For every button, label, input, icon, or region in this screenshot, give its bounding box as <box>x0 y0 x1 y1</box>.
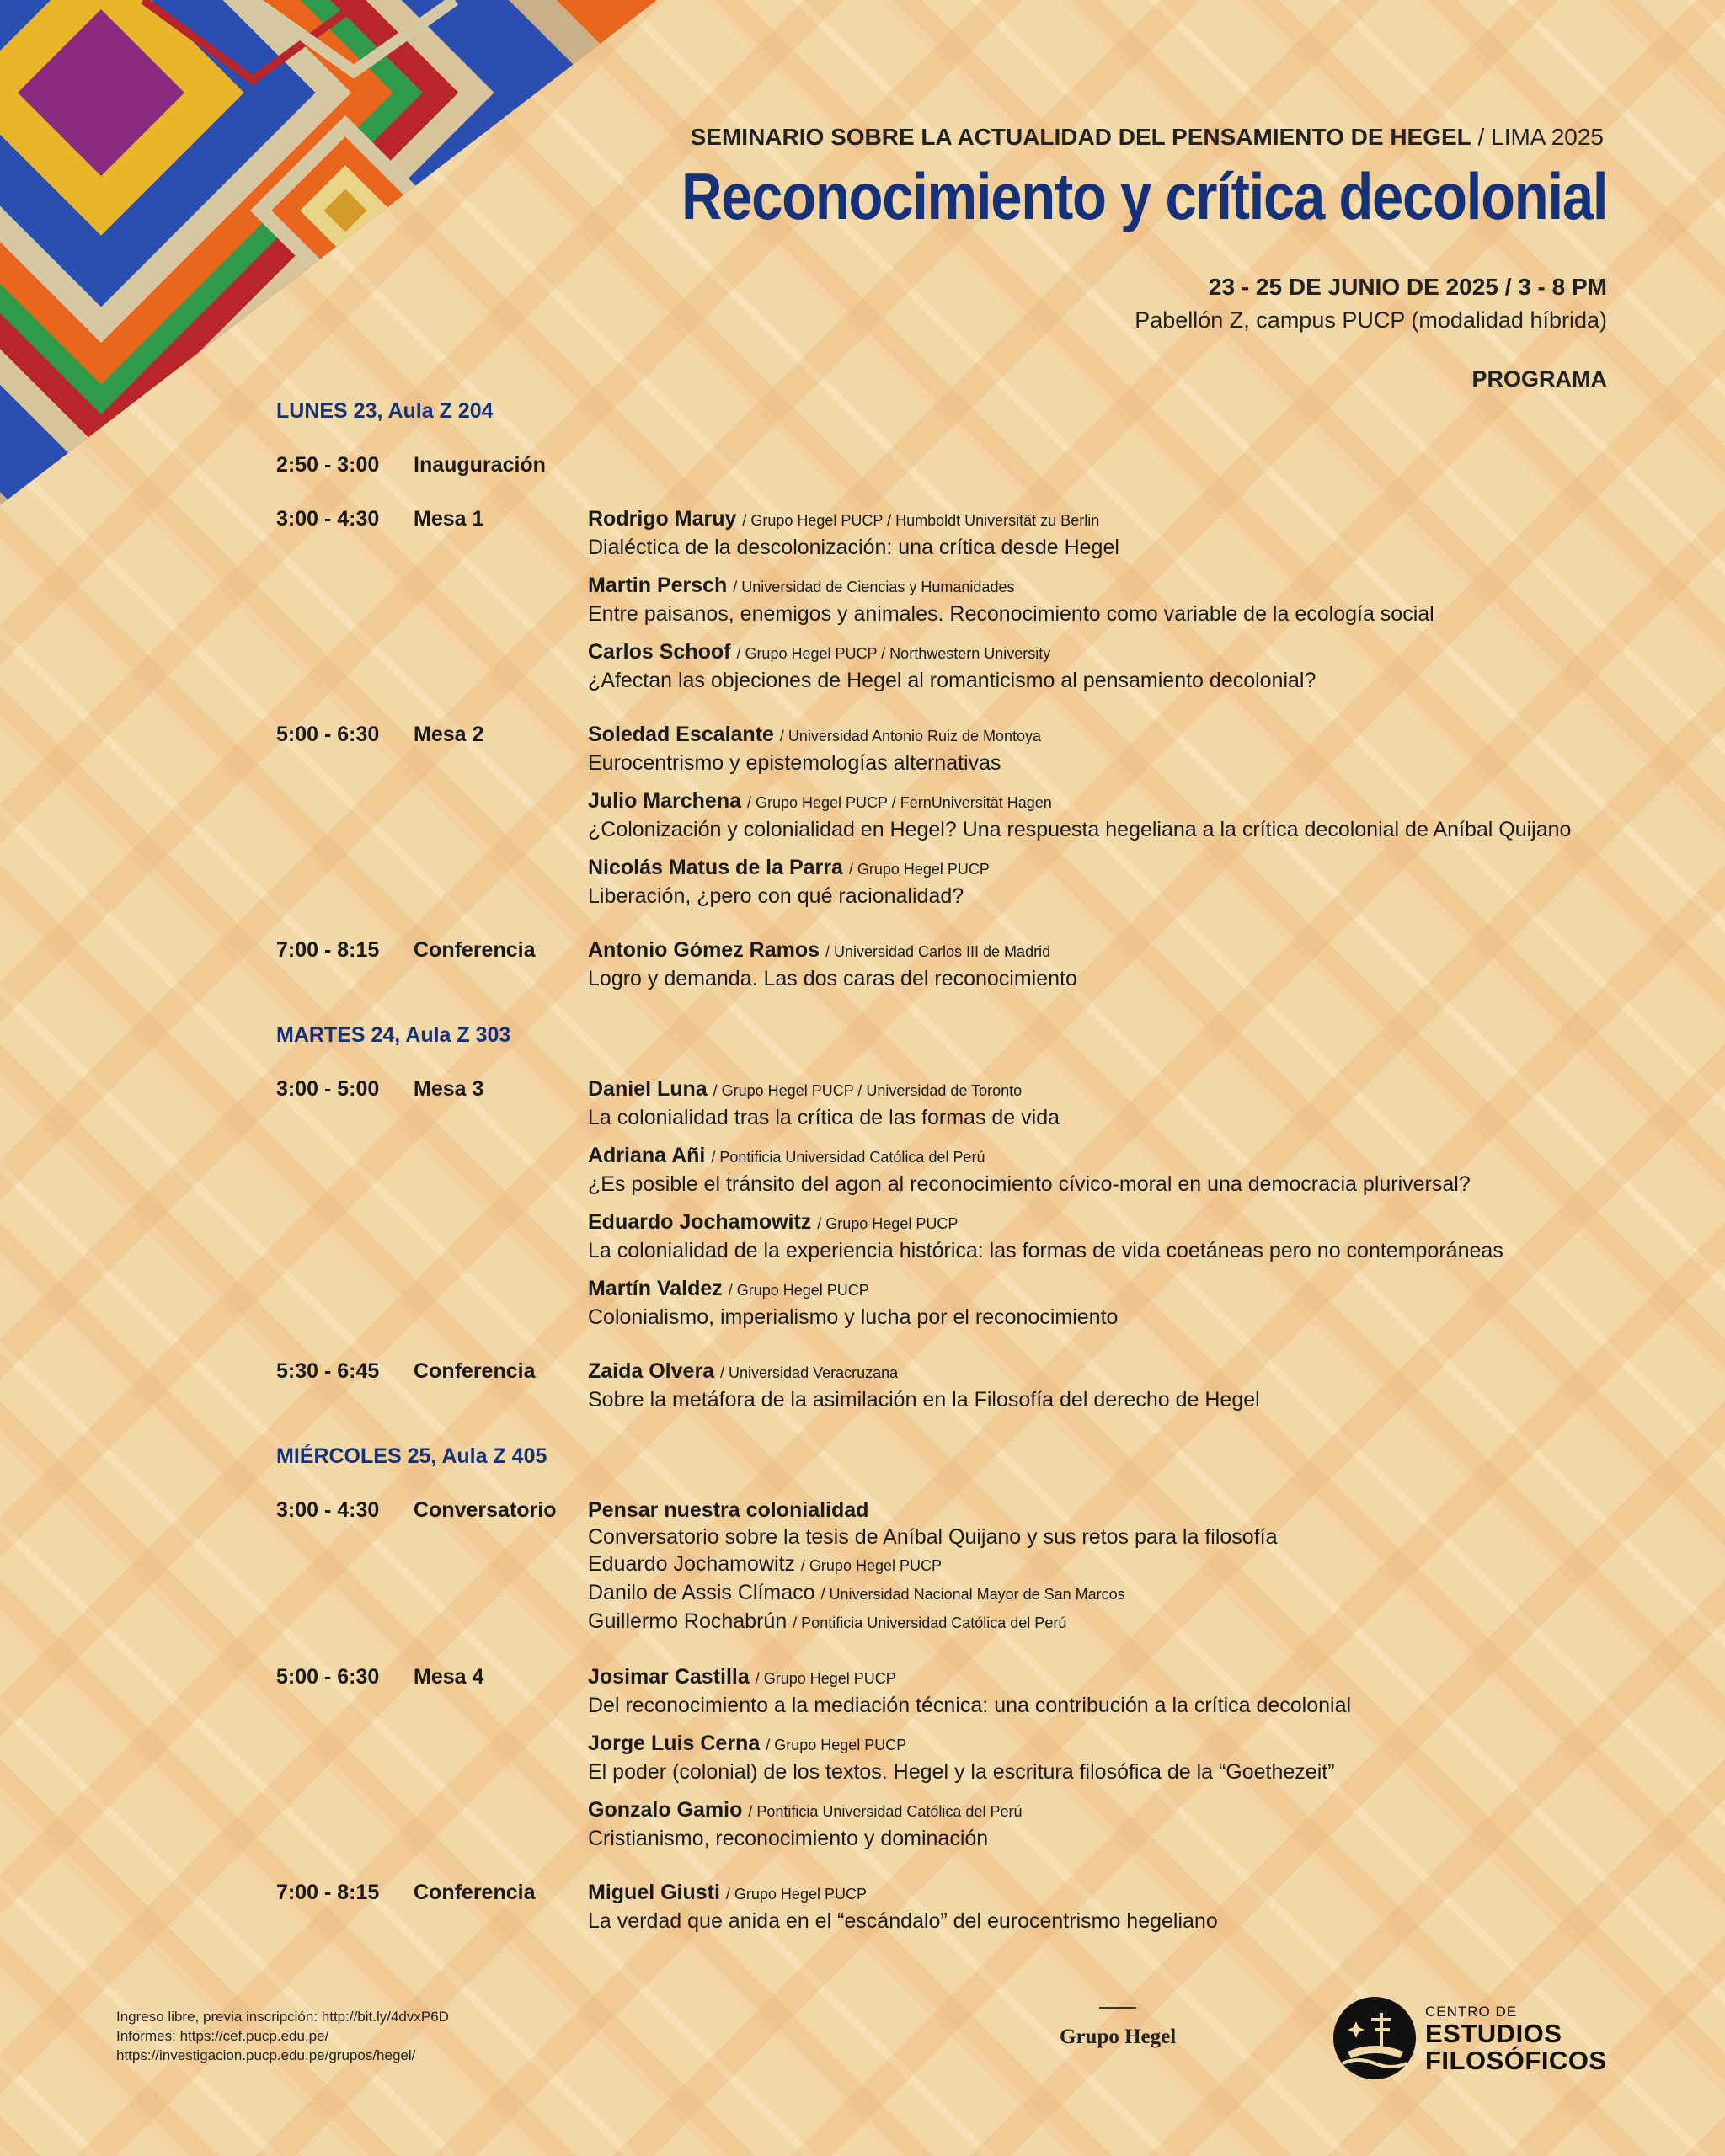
session-talks <box>588 937 1658 992</box>
session-row <box>276 721 1658 910</box>
speaker-affiliation: / Grupo Hegel PUCP / FernUniversität Hagen <box>746 794 1052 811</box>
seminar-series-title: SEMINARIO SOBRE LA ACTUALIDAD DEL PENSAMIENTO DE HEGEL / LIMA 2025 <box>690 124 1604 150</box>
conversatorio-title: Pensar nuestra colonialidad <box>588 1498 869 1522</box>
speaker-affiliation: / Grupo Hegel PUCP <box>728 1282 869 1299</box>
session-type: Inauguración <box>414 453 546 477</box>
speaker-affiliation: / Grupo Hegel PUCP <box>817 1215 959 1232</box>
talk-title: Liberación, ¿pero con qué racionalidad? <box>588 884 964 908</box>
talk-title: Sobre la metáfora de la asimilación en la Filosofía del derecho de Hegel <box>588 1388 1260 1412</box>
session-type: Mesa 3 <box>414 1077 484 1101</box>
speaker-affiliation: / Pontificia Universidad Católica del Perú <box>748 1803 1023 1820</box>
talk-title: Dialéctica de la descolonización: una crítica desde Hegel <box>588 536 1119 559</box>
speaker-name: Josimar Castilla <box>588 1665 750 1689</box>
participant-affiliation: / Pontificia Universidad Católica del Perú <box>793 1614 1067 1631</box>
session-row <box>276 937 1658 992</box>
talk-speaker-line <box>588 1879 1658 1908</box>
session-time: 3:00 - 4:30 <box>276 1498 380 1522</box>
talk-item <box>588 1358 1658 1413</box>
session-talks <box>588 1879 1658 1935</box>
session-type: Mesa 2 <box>414 723 484 746</box>
logo-divider <box>1099 2007 1136 2009</box>
talk-item <box>588 854 1658 910</box>
speaker-name: Julio Marchena <box>588 789 741 813</box>
speaker-affiliation: / Grupo Hegel PUCP <box>848 861 990 878</box>
speaker-name: Antonio Gómez Ramos <box>588 938 820 962</box>
session-row <box>276 1663 1658 1852</box>
talk-item <box>588 1275 1658 1331</box>
speaker-name: Rodrigo Maruy <box>588 507 737 531</box>
session-type: Mesa 4 <box>414 1665 484 1689</box>
participant-affiliation: / Universidad Nacional Mayor de San Marcos <box>820 1586 1125 1603</box>
talk-speaker-line <box>588 1730 1658 1758</box>
conversatorio-subtitle: Conversatorio sobre la tesis de Aníbal Quijano y sus retos para la filosofía <box>588 1525 1278 1549</box>
talk-title: Cristianismo, reconocimiento y dominación <box>588 1827 989 1850</box>
day-heading: LUNES 23, Aula Z 204 <box>276 399 494 423</box>
talk-title: Colonialismo, imperialismo y lucha por el reconocimiento <box>588 1305 1119 1329</box>
talk-title: ¿Colonización y colonialidad en Hegel? Una respuesta hegeliana a la crítica decolonial de Aníbal Quijano <box>588 818 1572 841</box>
session-row <box>276 505 1658 694</box>
programa-label: PROGRAMA <box>1471 366 1607 392</box>
talk-title: La colonialidad de la experiencia histórica: las formas de vida coetáneas pero no contemporáneas <box>588 1239 1503 1262</box>
conversatorio-participant <box>588 1608 1658 1636</box>
talk-speaker-line <box>588 787 1658 816</box>
session-time: 5:30 - 6:45 <box>276 1359 380 1383</box>
talk-item <box>588 1663 1658 1719</box>
speaker-affiliation: / Grupo Hegel PUCP <box>725 1886 867 1903</box>
participant-name: Danilo de Assis Clímaco <box>588 1581 815 1604</box>
session-talks <box>588 721 1658 910</box>
day-block <box>276 1022 1658 1413</box>
talk-speaker-line <box>588 1358 1658 1386</box>
session-time: 2:50 - 3:00 <box>276 453 380 477</box>
seminar-year: LIMA 2025 <box>1491 124 1604 150</box>
cef-wordmark: CENTRO DE ESTUDIOS FILOSÓFICOS <box>1425 2004 1607 2075</box>
group-link[interactable]: https://investigacion.pucp.edu.pe/grupos/hegel/ <box>116 2047 416 2063</box>
info-link[interactable]: Informes: https://cef.pucp.edu.pe/ <box>116 2028 329 2044</box>
speaker-name: Carlos Schoof <box>588 640 731 664</box>
conversatorio-participant <box>588 1579 1658 1608</box>
session-talks <box>588 1358 1658 1413</box>
talk-speaker-line <box>588 1209 1658 1237</box>
talk-item <box>588 638 1658 694</box>
participant-name: Guillermo Rochabrún <box>588 1609 788 1633</box>
talk-title: La colonialidad tras la crítica de las formas de vida <box>588 1106 1060 1129</box>
talk-speaker-line <box>588 572 1658 600</box>
talk-item <box>588 1730 1658 1785</box>
talk-speaker-line <box>588 1142 1658 1171</box>
speaker-affiliation: / Pontificia Universidad Católica del Perú <box>711 1149 985 1166</box>
day-block <box>276 398 1658 992</box>
registration-link[interactable]: Ingreso libre, previa inscripción: http://bit.ly/4dvxP6D <box>116 2009 449 2025</box>
conversatorio-participant <box>588 1550 1658 1579</box>
session-row <box>276 451 1658 478</box>
speaker-affiliation: / Universidad Antonio Ruiz de Montoya <box>779 728 1042 744</box>
session-type: Conferencia <box>414 1881 536 1904</box>
talk-title: Eurocentrismo y epistemologías alternativas <box>588 751 1001 775</box>
talk-item <box>588 937 1658 992</box>
speaker-name: Gonzalo Gamio <box>588 1798 743 1822</box>
speaker-affiliation: / Universidad de Ciencias y Humanidades <box>733 579 1015 595</box>
talk-speaker-line <box>588 1663 1658 1692</box>
session-talks <box>588 505 1658 694</box>
talk-speaker-line <box>588 937 1658 965</box>
speaker-affiliation: / Grupo Hegel PUCP / Northwestern University <box>736 645 1051 662</box>
day-block <box>276 1443 1658 1935</box>
talk-speaker-line <box>588 1275 1658 1304</box>
talk-title: El poder (colonial) de los textos. Hegel y la escritura filosófica de la “Goethezeit” <box>588 1760 1335 1784</box>
talk-item <box>588 1879 1658 1935</box>
talk-title: La verdad que anida en el “escándalo” del eurocentrismo hegeliano <box>588 1909 1218 1933</box>
speaker-name: Soledad Escalante <box>588 723 774 746</box>
speaker-name: Eduardo Jochamowitz <box>588 1210 812 1234</box>
talk-item <box>588 572 1658 627</box>
participant-name: Eduardo Jochamowitz <box>588 1552 795 1576</box>
speaker-name: Adriana Añi <box>588 1144 706 1167</box>
participant-affiliation: / Grupo Hegel PUCP <box>800 1557 942 1574</box>
talk-speaker-line <box>588 854 1658 883</box>
program-schedule <box>276 398 1658 1935</box>
speaker-name: Daniel Luna <box>588 1077 708 1101</box>
session-type: Conferencia <box>414 1359 536 1383</box>
talk-item <box>588 1209 1658 1264</box>
speaker-affiliation: / Grupo Hegel PUCP <box>766 1737 907 1753</box>
session-time: 7:00 - 8:15 <box>276 1881 380 1904</box>
speaker-affiliation: / Universidad Veracruzana <box>720 1364 899 1381</box>
session-row <box>276 1879 1658 1935</box>
talk-item <box>588 1075 1658 1131</box>
talk-title: ¿Afectan las objeciones de Hegel al romanticismo al pensamiento decolonial? <box>588 669 1316 692</box>
talk-speaker-line <box>588 1796 1658 1825</box>
speaker-name: Zaida Olvera <box>588 1359 715 1383</box>
talk-item <box>588 787 1658 843</box>
day-heading: MIÉRCOLES 25, Aula Z 405 <box>276 1444 547 1468</box>
session-time: 3:00 - 5:00 <box>276 1077 380 1101</box>
session-type: Conversatorio <box>414 1498 557 1522</box>
session-time: 7:00 - 8:15 <box>276 938 380 962</box>
speaker-affiliation: / Grupo Hegel PUCP <box>755 1670 896 1687</box>
speaker-name: Martin Persch <box>588 574 728 597</box>
session-talks <box>588 1663 1658 1852</box>
speaker-affiliation: / Grupo Hegel PUCP / Universidad de Toronto <box>713 1082 1023 1099</box>
event-venue: Pabellón Z, campus PUCP (modalidad híbrida) <box>1135 307 1607 333</box>
talk-item <box>588 721 1658 776</box>
talk-title: ¿Es posible el tránsito del agon al reconocimiento cívico-moral en una democracia pluriversal? <box>588 1172 1471 1196</box>
day-heading: MARTES 24, Aula Z 303 <box>276 1023 511 1047</box>
talk-speaker-line <box>588 1075 1658 1104</box>
footer-info <box>116 2007 449 2065</box>
speaker-affiliation: / Universidad Carlos III de Madrid <box>825 943 1051 960</box>
session-talks <box>588 451 1658 478</box>
talk-speaker-line <box>588 721 1658 750</box>
talk-title: Entre paisanos, enemigos y animales. Reconocimiento como variable de la ecología social <box>588 602 1434 626</box>
event-dates: 23 - 25 DE JUNIO DE 2025 / 3 - 8 PM <box>1208 274 1607 300</box>
speaker-affiliation: / Grupo Hegel PUCP / Humboldt Universität zu Berlin <box>742 512 1100 529</box>
session-talks <box>588 1075 1658 1331</box>
page-title: Reconocimiento y crítica decolonial <box>681 159 1607 233</box>
talk-item <box>588 505 1658 561</box>
session-type: Conferencia <box>414 938 536 962</box>
session-type: Mesa 1 <box>414 507 484 531</box>
session-row <box>276 1075 1658 1331</box>
talk-title: Del reconocimiento a la mediación técnica: una contribución a la crítica decolonial <box>588 1694 1352 1717</box>
talk-title: Logro y demanda. Las dos caras del reconocimiento <box>588 967 1077 990</box>
session-talks <box>588 1497 1658 1636</box>
session-time: 5:00 - 6:30 <box>276 723 380 746</box>
session-row <box>276 1497 1658 1636</box>
talk-item <box>588 1142 1658 1198</box>
speaker-name: Martín Valdez <box>588 1277 723 1300</box>
speaker-name: Miguel Giusti <box>588 1881 720 1904</box>
talk-speaker-line <box>588 505 1658 534</box>
session-row <box>276 1358 1658 1413</box>
cef-emblem-icon <box>1332 1996 1417 2080</box>
talk-item <box>588 1796 1658 1852</box>
speaker-name: Jorge Luis Cerna <box>588 1732 761 1755</box>
talk-speaker-line <box>588 638 1658 667</box>
session-time: 3:00 - 4:30 <box>276 507 380 531</box>
speaker-name: Nicolás Matus de la Parra <box>588 856 843 879</box>
grupo-hegel-logo: Grupo Hegel <box>1060 2007 1176 2049</box>
session-time: 5:00 - 6:30 <box>276 1665 380 1689</box>
